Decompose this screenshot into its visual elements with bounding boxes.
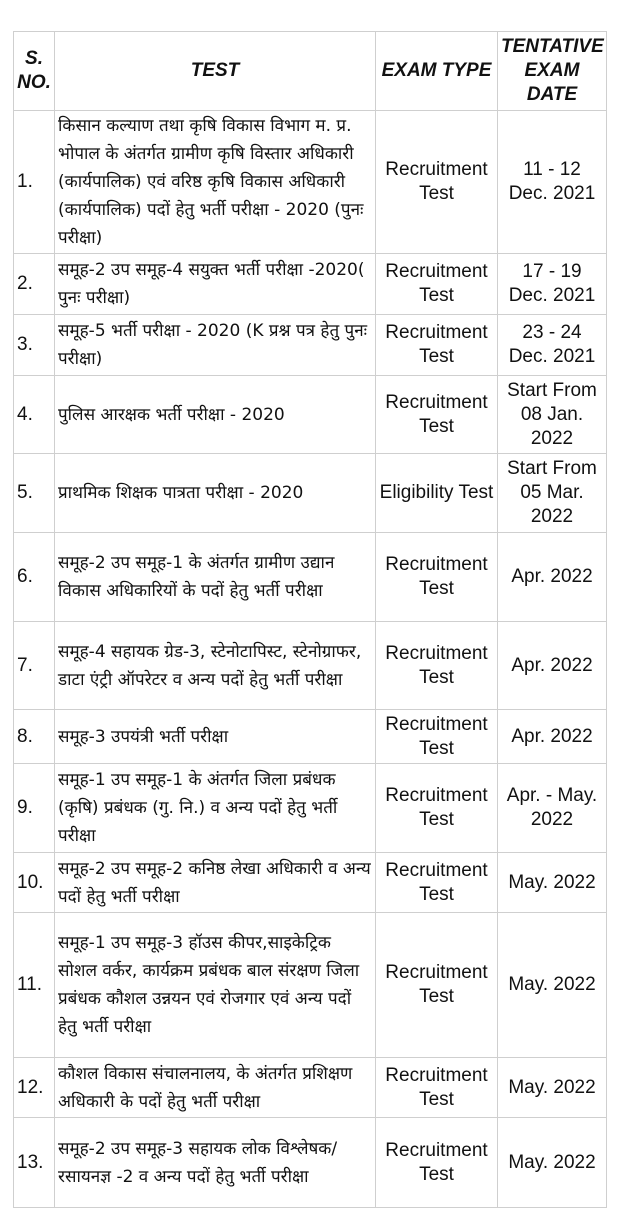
row-exam-date: Apr. - May. 2022 — [498, 764, 607, 853]
table-row — [14, 622, 607, 710]
row-exam-date: May. 2022 — [498, 853, 607, 913]
header-exam-type: EXAM TYPE — [376, 32, 498, 111]
row-exam-type: Recruitment Test — [376, 853, 498, 913]
row-exam-type: Recruitment Test — [376, 622, 498, 710]
top-margin — [0, 0, 634, 31]
table-row — [14, 111, 607, 254]
row-test-name: किसान कल्याण तथा कृषि विकास विभाग म. प्र. भोपाल के अंतर्गत ग्रामीण कृषि विस्तार अधिकारी (कार्यपालिक) एवं वरिष्ठ कृषि विकास अधिकारी (कार्यपालिक) पदों हेतु भर्ती परीक्षा - 2020 (पुनः परीक्षा) — [55, 111, 376, 254]
table-header-row — [14, 32, 607, 111]
row-exam-date: Apr. 2022 — [498, 622, 607, 710]
row-sno: 4. — [14, 376, 55, 454]
row-test-name: पुलिस आरक्षक भर्ती परीक्षा - 2020 — [55, 376, 376, 454]
row-sno: 2. — [14, 254, 55, 315]
row-exam-date: Start From 05 Mar. 2022 — [498, 454, 607, 533]
row-sno: 8. — [14, 710, 55, 764]
row-test-name: समूह-1 उप समूह-1 के अंतर्गत जिला प्रबंधक (कृषि) प्रबंधक (गु. नि.) व अन्य पदों हेतु भर्ती परीक्षा — [55, 764, 376, 853]
table-row — [14, 1118, 607, 1208]
row-exam-date: Start From 08 Jan. 2022 — [498, 376, 607, 454]
row-exam-type: Recruitment Test — [376, 1058, 498, 1118]
row-exam-type: Eligibility Test — [376, 454, 498, 533]
header-test: TEST — [55, 32, 376, 111]
row-exam-type: Recruitment Test — [376, 315, 498, 376]
row-exam-date: May. 2022 — [498, 1058, 607, 1118]
row-test-name: कौशल विकास संचालनालय, के अंतर्गत प्रशिक्षण अधिकारी के पदों हेतु भर्ती परीक्षा — [55, 1058, 376, 1118]
row-exam-date: May. 2022 — [498, 1118, 607, 1208]
table-row — [14, 454, 607, 533]
table-row — [14, 913, 607, 1058]
row-sno: 12. — [14, 1058, 55, 1118]
row-test-name: समूह-3 उपयंत्री भर्ती परीक्षा — [55, 710, 376, 764]
row-sno: 7. — [14, 622, 55, 710]
row-sno: 11. — [14, 913, 55, 1058]
row-sno: 10. — [14, 853, 55, 913]
table-row — [14, 376, 607, 454]
row-exam-date: Apr. 2022 — [498, 710, 607, 764]
table-row — [14, 533, 607, 622]
row-test-name: समूह-2 उप समूह-2 कनिष्ठ लेखा अधिकारी व अन्य पदों हेतु भर्ती परीक्षा — [55, 853, 376, 913]
row-exam-date: 11 - 12 Dec. 2021 — [498, 111, 607, 254]
row-sno: 13. — [14, 1118, 55, 1208]
row-exam-type: Recruitment Test — [376, 1118, 498, 1208]
exam-schedule-table — [13, 31, 607, 1208]
row-sno: 1. — [14, 111, 55, 254]
table-row — [14, 315, 607, 376]
row-exam-type: Recruitment Test — [376, 376, 498, 454]
row-exam-date: 17 - 19 Dec. 2021 — [498, 254, 607, 315]
row-test-name: समूह-4 सहायक ग्रेड-3, स्टेनोटापिस्ट, स्टेनोग्राफर, डाटा एंट्री ऑपरेटर व अन्य पदों हेतु भर्ती परीक्षा — [55, 622, 376, 710]
table-row — [14, 254, 607, 315]
row-exam-type: Recruitment Test — [376, 254, 498, 315]
row-sno: 6. — [14, 533, 55, 622]
row-sno: 5. — [14, 454, 55, 533]
row-test-name: समूह-5 भर्ती परीक्षा - 2020 (K प्रश्न पत्र हेतु पुनः परीक्षा) — [55, 315, 376, 376]
table-row — [14, 764, 607, 853]
row-exam-type: Recruitment Test — [376, 111, 498, 254]
row-exam-type: Recruitment Test — [376, 764, 498, 853]
row-test-name: समूह-2 उप समूह-3 सहायक लोक विश्लेषक/रसायनज्ञ -2 व अन्य पदों हेतु भर्ती परीक्षा — [55, 1118, 376, 1208]
header-sno: S. NO. — [14, 32, 55, 111]
header-tentative-date: TENTATIVE EXAM DATE — [498, 32, 607, 111]
row-exam-date: May. 2022 — [498, 913, 607, 1058]
row-exam-date: 23 - 24 Dec. 2021 — [498, 315, 607, 376]
row-test-name: प्राथमिक शिक्षक पात्रता परीक्षा - 2020 — [55, 454, 376, 533]
row-test-name: समूह-1 उप समूह-3 हॉउस कीपर,साइकेट्रिक सोशल वर्कर, कार्यक्रम प्रबंधक बाल संरक्षण जिला प्रबंधक कौशल उन्नयन एवं रोजगार एवं अन्य पदों हेतु भर्ती परीक्षा — [55, 913, 376, 1058]
row-test-name: समूह-2 उप समूह-1 के अंतर्गत ग्रामीण उद्यान विकास अधिकारियों के पदों हेतु भर्ती परीक्षा — [55, 533, 376, 622]
row-sno: 9. — [14, 764, 55, 853]
table-row — [14, 710, 607, 764]
table-row — [14, 853, 607, 913]
row-exam-date: Apr. 2022 — [498, 533, 607, 622]
row-sno: 3. — [14, 315, 55, 376]
table-row — [14, 1058, 607, 1118]
row-exam-type: Recruitment Test — [376, 913, 498, 1058]
row-exam-type: Recruitment Test — [376, 533, 498, 622]
row-test-name: समूह-2 उप समूह-4 सयुक्त भर्ती परीक्षा -2020( पुनः परीक्षा) — [55, 254, 376, 315]
row-exam-type: Recruitment Test — [376, 710, 498, 764]
